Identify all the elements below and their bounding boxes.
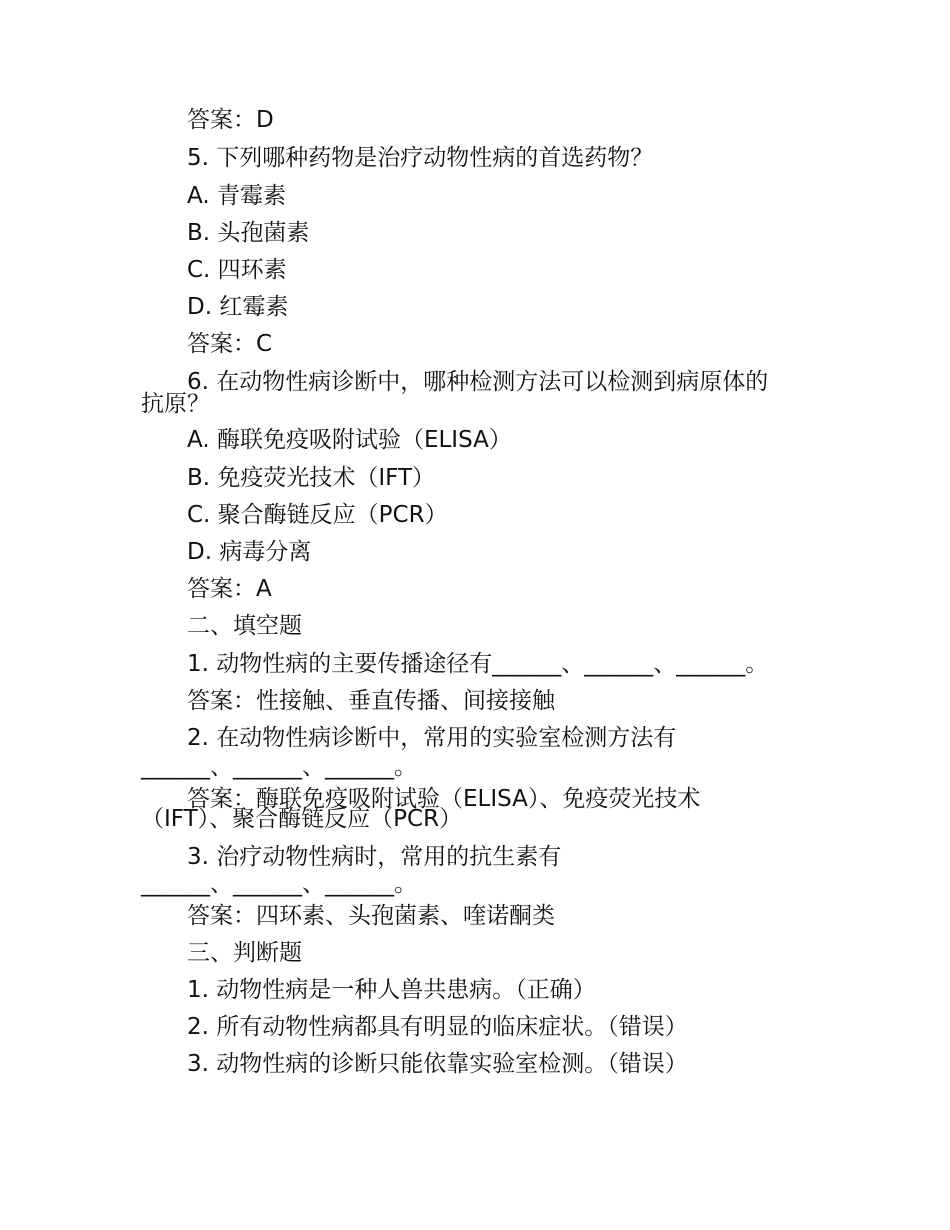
q6-option-d: D. 病毒分离 — [187, 539, 312, 565]
section-true-false: 三、判断题 — [187, 940, 302, 966]
q6-option-a: A. 酶联免疫吸附试验（ELISA） — [187, 427, 512, 453]
q6-option-c: C. 聚合酶链反应（PCR） — [187, 502, 448, 528]
fill-answer-3: 答案：四环素、头孢菌素、喹诺酮类 — [187, 903, 555, 929]
tf-statement-2: 2. 所有动物性病都具有明显的临床症状。（错误） — [187, 1014, 688, 1040]
tf-statement-1: 1. 动物性病是一种人兽共患病。（正确） — [187, 977, 596, 1003]
q5-option-a: A. 青霉素 — [187, 183, 286, 209]
fill-question-2: 2. 在动物性病诊断中，常用的实验室检测方法有 — [187, 725, 677, 751]
q6-option-b: B. 免疫荧光技术（IFT） — [187, 465, 436, 491]
answer-5: 答案：C — [187, 331, 273, 357]
fill-answer-1: 答案：性接触、垂直传播、间接接触 — [187, 688, 555, 714]
fill-question-2-blanks: ______、______、______。 — [141, 754, 417, 780]
tf-statement-3: 3. 动物性病的诊断只能依靠实验室检测。（错误） — [187, 1051, 688, 1077]
question-6: 6. 在动物性病诊断中，哪种检测方法可以检测到病原体的 — [187, 369, 769, 395]
fill-question-1: 1. 动物性病的主要传播途径有______、______、______。 — [187, 651, 769, 677]
question-6-continued: 抗原？ — [141, 391, 210, 417]
q5-option-c: C. 四环素 — [187, 257, 287, 283]
answer-4: 答案：D — [187, 107, 274, 133]
answer-6: 答案：A — [187, 576, 272, 602]
q5-option-d: D. 红霉素 — [187, 294, 289, 320]
fill-question-3-blanks: ______、______、______。 — [141, 871, 417, 897]
fill-answer-2-continued: （IFT）、聚合酶链反应（PCR） — [141, 806, 463, 832]
question-5: 5. 下列哪种药物是治疗动物性病的首选药物？ — [187, 145, 654, 171]
fill-question-3: 3. 治疗动物性病时，常用的抗生素有 — [187, 844, 562, 870]
q5-option-b: B. 头孢菌素 — [187, 220, 310, 246]
section-fill-in: 二、填空题 — [187, 613, 302, 639]
fill-answer-2: 答案：酶联免疫吸附试验（ELISA）、免疫荧光技术 — [187, 786, 701, 812]
